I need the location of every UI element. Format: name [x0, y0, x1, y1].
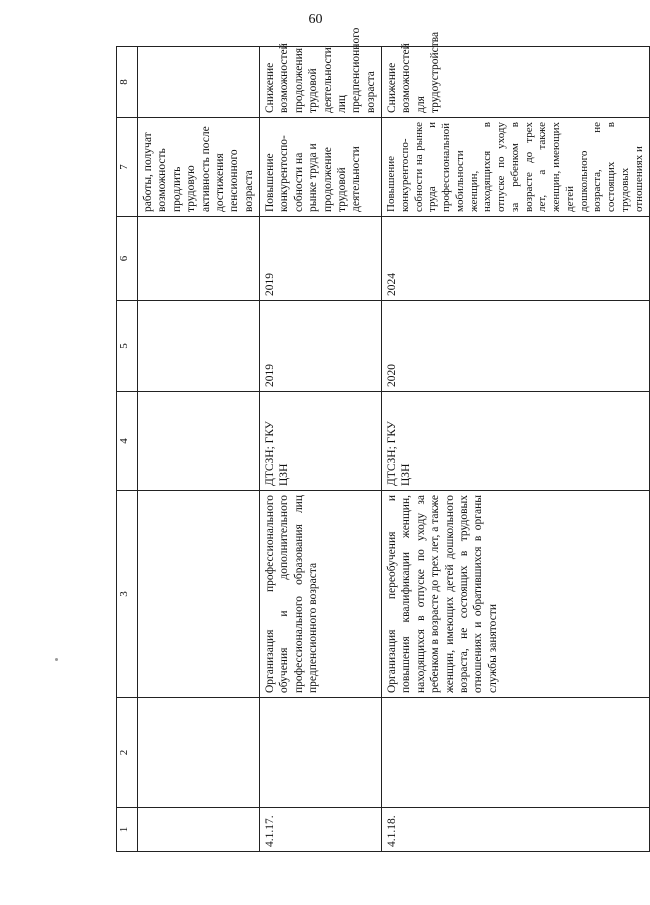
- cell-expected-result: Повышение конкурентоспо-собности на рынке труда и продолжение трудовой деятельности: [260, 118, 382, 217]
- cell-consequences: [138, 47, 260, 118]
- cell-measure: [138, 491, 260, 698]
- cell-end-year: 2024: [382, 217, 650, 301]
- cell-col2: [382, 698, 650, 808]
- cell-number: 4.1.18.: [382, 808, 650, 852]
- header-col-7: 7: [117, 118, 138, 217]
- cell-col2: [260, 698, 382, 808]
- cell-end-year: [138, 217, 260, 301]
- measures-table-wrap: [116, 27, 645, 852]
- cell-measure: Организация переобучения и повышения квалификации женщин, находящихся в отпуске по уходу за ребенком в возрасте до трех лет, а также женщин, имеющих детей дошкольного возраста, не состоящих в трудовых отношениях и обратившихся в органы службы занятости: [382, 491, 650, 698]
- header-col-5: 5: [117, 301, 138, 392]
- table-row: [138, 47, 260, 852]
- header-col-6: 6: [117, 217, 138, 301]
- cell-col2: [138, 698, 260, 808]
- cell-expected-result: работы, получат возможность продлить трудовую активность после достижения пенсионного возраста: [138, 118, 260, 217]
- header-col-2: 2: [117, 698, 138, 808]
- cell-executor: ДТСЗН; ГКУ ЦЗН: [382, 392, 650, 491]
- header-col-1: 1: [117, 808, 138, 852]
- table-row: [382, 47, 650, 852]
- cell-consequences: Снижение возможностей продолжения трудовой деятельности лиц предпенсионного возраста: [260, 47, 382, 118]
- cell-number: 4.1.17.: [260, 808, 382, 852]
- cell-start-year: [138, 301, 260, 392]
- cell-expected-result: Повышение конкурентоспо-собности на рынке труда и профессиональной мобильности женщин, находящихся в отпуске по уходу за ребенком в возрасте до трех лет, а также женщин, имеющих детей дошкольного возраста, не состоящих в трудовых отношениях и: [382, 118, 650, 217]
- cell-end-year: 2019: [260, 217, 382, 301]
- cell-start-year: 2019: [260, 301, 382, 392]
- cell-executor: ДТСЗН; ГКУ ЦЗН: [260, 392, 382, 491]
- cell-number: [138, 808, 260, 852]
- cell-measure: Организация профессионального обучения и дополнительного профессионального образования лиц предпенсионного возраста: [260, 491, 382, 698]
- header-row: [117, 47, 138, 852]
- header-col-3: 3: [117, 491, 138, 698]
- page-number: 60: [308, 12, 323, 27]
- header-col-4: 4: [117, 392, 138, 491]
- cell-start-year: 2020: [382, 301, 650, 392]
- scan-speck: [55, 658, 58, 661]
- cell-executor: [138, 392, 260, 491]
- cell-consequences: Снижение возможностей для трудоустройства: [382, 47, 650, 118]
- measures-table-rotated: [116, 27, 645, 852]
- header-col-8: 8: [117, 47, 138, 118]
- table-row: [260, 47, 382, 852]
- measures-table: [116, 27, 650, 852]
